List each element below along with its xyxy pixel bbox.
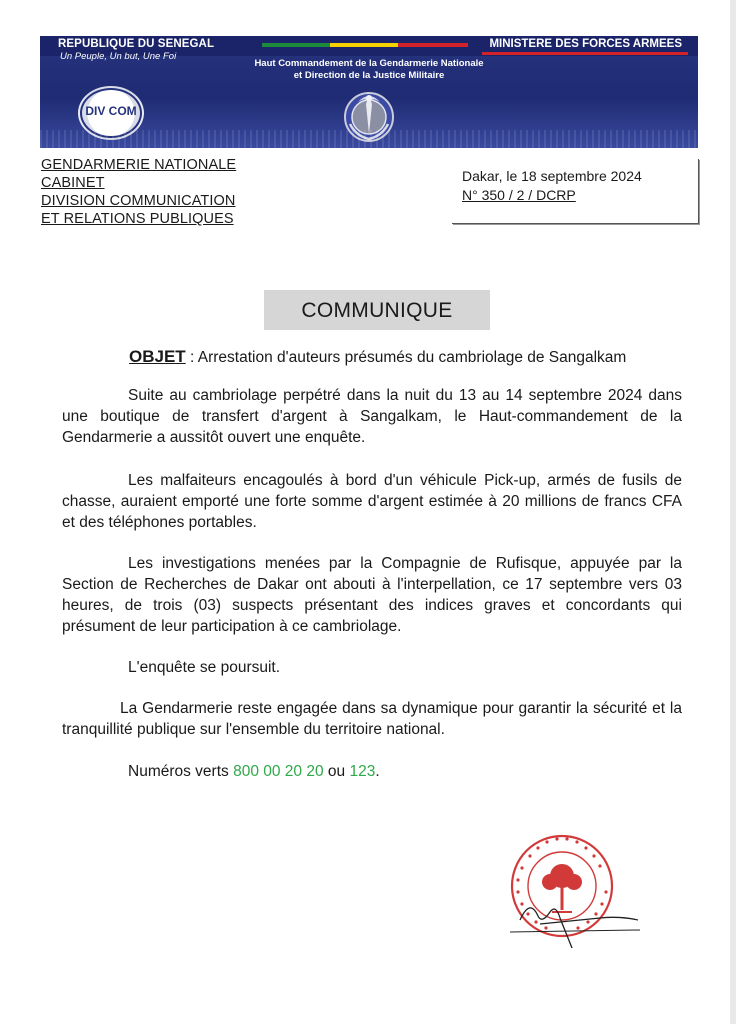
senegal-flag-stripe	[262, 43, 468, 47]
sender-block	[41, 156, 236, 228]
hotline-line	[62, 761, 682, 782]
hotline-number-2: 123	[349, 763, 376, 780]
document-date: Dakar, le 18 septembre 2024	[462, 168, 642, 184]
paragraph-3	[62, 553, 682, 637]
hotline-middle: ou	[323, 763, 350, 780]
paragraph-3-text: Les investigations menées par la Compagnie de Rufisque, appuyée par la Section de Recherches de Dakar ont abouti à l'interpellation, ce 17 septembre vers 03 heures, de trois (03) suspects présentant des indices graves et concordants qui présument de leur participation à ce cambriolage.	[62, 555, 682, 635]
sender-line-1: GENDARMERIE NATIONALE	[41, 157, 237, 173]
paragraph-1-text: Suite au cambriolage perpétré dans la nuit du 13 au 14 septembre 2024 dans une boutique de transfert d'argent à Sangalkam, le Haut-commandement de la Gendarmerie a aussitôt ouvert une enquête.	[62, 387, 682, 446]
paragraph-1	[62, 385, 682, 448]
subject-text: : Arrestation d'auteurs présumés du cambriolage de Sangalkam	[185, 349, 627, 366]
hotline-number-1: 800 00 20 20	[233, 763, 324, 780]
sender-line-2: CABINET	[41, 175, 105, 191]
red-accent-stripe	[482, 52, 688, 55]
paragraph-5	[62, 698, 682, 740]
paragraph-5-text: La Gendarmerie reste engagée dans sa dynamique pour garantir la sécurité et la tranquillité publique sur l'ensemble du territoire national.	[62, 700, 682, 738]
paragraph-2	[62, 470, 682, 533]
document-reference: N° 350 / 2 / DCRP	[462, 187, 576, 203]
command-line-1: Haut Commandement de la Gendarmerie Nationale	[254, 58, 484, 69]
ministry-label: MINISTERE DES FORCES ARMEES	[489, 38, 682, 50]
subject-label: OBJET	[129, 347, 186, 366]
document-title: COMMUNIQUE	[301, 299, 453, 322]
sender-line-3: DIVISION COMMUNICATION	[41, 193, 236, 209]
paragraph-2-text: Les malfaiteurs encagoulés à bord d'un véhicule Pick-up, armés de fusils de chasse, auraient emporté une forte somme d'argent estimée à 20 millions de francs CFA et des téléphones portables.	[62, 472, 682, 531]
date-reference-box	[452, 159, 699, 224]
national-motto: Un Peuple, Un but, Une Foi	[60, 51, 177, 62]
republic-label: REPUBLIQUE DU SENEGAL	[58, 38, 215, 50]
command-line-2: et Direction de la Justice Militaire	[293, 70, 445, 81]
banner-bottom-pattern	[40, 130, 698, 148]
hotline-suffix: .	[375, 763, 380, 780]
letterhead-banner	[40, 36, 698, 148]
paragraph-4	[62, 657, 682, 678]
hotline-prefix: Numéros verts	[128, 763, 234, 780]
title-box	[264, 290, 490, 330]
sender-line-4: ET RELATIONS PUBLIQUES	[41, 211, 234, 227]
divcom-logo-text: DIV COM	[85, 104, 137, 118]
official-stamp-icon	[500, 828, 650, 978]
paragraph-4-text: L'enquête se poursuit.	[128, 659, 281, 676]
subject-line	[129, 347, 626, 367]
